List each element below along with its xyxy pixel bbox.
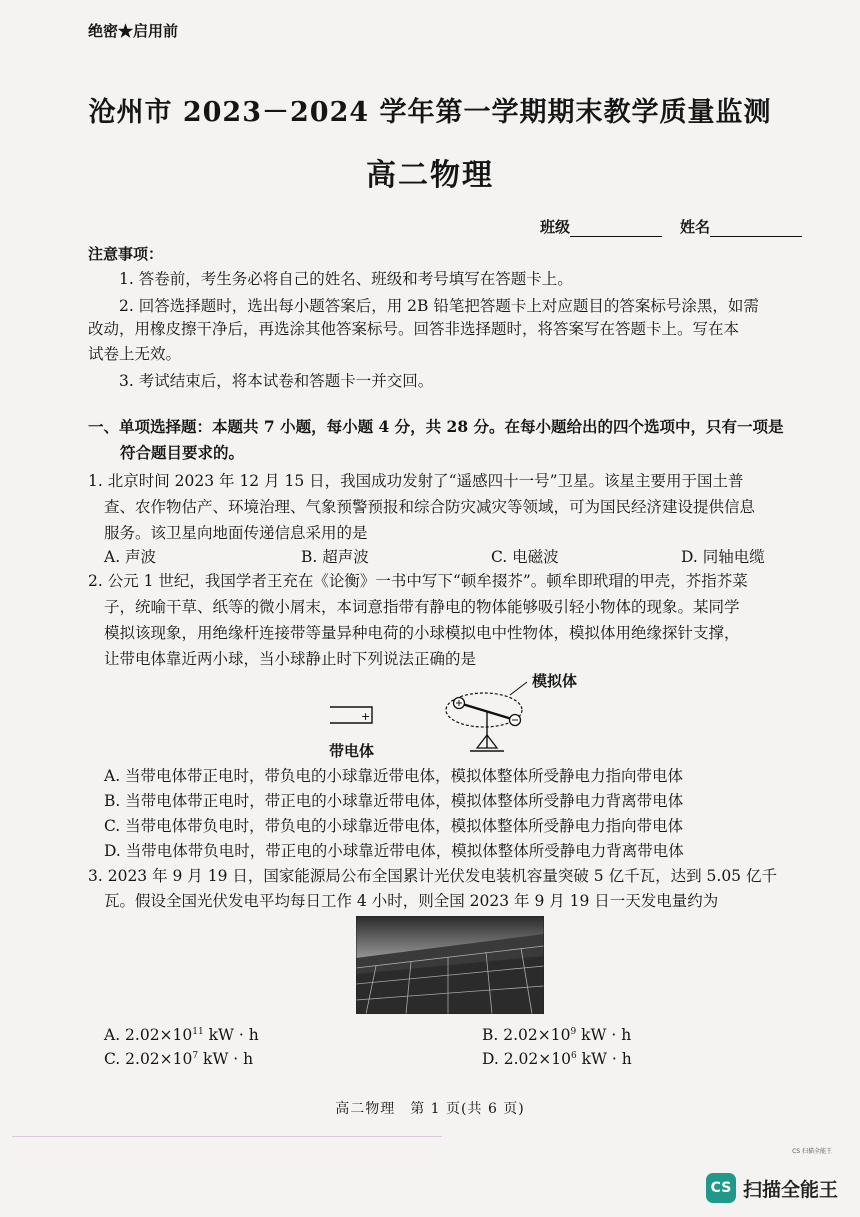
q2-option-d[interactable]: D. 当带电体带负电时，带正电的小球靠近带电体，模拟体整体所受静电力背离带电体 (104, 842, 684, 860)
q3-option-c-base: C. 2.02×10 (104, 1050, 193, 1068)
q3-option-c[interactable] (104, 1050, 253, 1068)
model-leader-line (510, 682, 527, 695)
q1-line-3: 服务。该卫星向地面传递信息采用的是 (104, 524, 368, 542)
q3-line-1: 3. 2023 年 9 月 19 日，国家能源局公布全国累计光伏发电装机容量突破 5 亿千瓦，达到 5.05 亿千 (88, 867, 777, 885)
notice-item-2-line-2: 改动，用橡皮擦干净后，再选涂其他答案标号。回答非选择题时，将答案写在答题卡上。写在本 (88, 320, 740, 338)
model-body (446, 682, 527, 751)
q2-line-3: 模拟该现象，用绝缘杆连接带等量异种电荷的小球模拟电中性物体，模拟体用绝缘探针支撑， (104, 624, 740, 642)
notice-item-1: 1. 答卷前，考生务必将自己的姓名、班级和考号填写在答题卡上。 (119, 270, 573, 288)
q3-option-a[interactable] (104, 1026, 259, 1044)
q3-option-b-base: B. 2.02×10 (482, 1026, 571, 1044)
q2-option-b[interactable]: B. 当带电体带正电时，带正电的小球靠近带电体，模拟体整体所受静电力背离带电体 (104, 792, 684, 810)
solar-panel-photo (356, 916, 544, 1014)
scanner-watermark (706, 1173, 838, 1203)
q2-option-a[interactable]: A. 当带电体带正电时，带负电的小球靠近带电体，模拟体整体所受静电力指向带电体 (104, 767, 684, 785)
q3-option-a-exponent: 11 (192, 1027, 204, 1037)
class-label: 班级 (539, 218, 570, 236)
camscanner-logo-icon: CS (706, 1173, 736, 1203)
q1-option-b[interactable]: B. 超声波 (301, 548, 369, 566)
notice-heading: 注意事项： (88, 245, 164, 263)
scanner-brand-text: 扫描全能王 (742, 1178, 838, 1201)
name-blank[interactable] (710, 220, 802, 237)
q2-line-2: 子，统喻干草、纸等的微小屑末，本词意指带有静电的物体能够吸引轻小物体的现象。某同学 (104, 598, 740, 616)
section-1-heading-line-2: 符合题目要求的。 (120, 443, 245, 462)
q1-option-a[interactable]: A. 声波 (104, 548, 157, 566)
q3-option-d-exponent: 6 (570, 1051, 577, 1061)
q1-line-1: 1. 北京时间 2023 年 12 月 15 日，我国成功发射了“遥感四十一号”卫星。该星主要用于国土普 (88, 472, 744, 490)
class-blank[interactable] (570, 220, 662, 237)
mini-watermark: CS 扫描全能王 (792, 1148, 832, 1155)
section-1-heading-line-1: 一、单项选择题：本题共 7 小题，每小题 4 分，共 28 分。在每小题给出的四个选项中，只有一项是 (88, 417, 784, 436)
q1-option-c[interactable]: C. 电磁波 (491, 548, 559, 566)
q3-option-b[interactable] (482, 1026, 631, 1044)
section-1-heading (88, 414, 823, 466)
q3-line-2: 瓦。假设全国光伏发电平均每日工作 4 小时，则全国 2023 年 9 月 19 日一天发电量约为 (104, 892, 719, 910)
q3-option-b-unit: kW · h (576, 1026, 632, 1044)
confidential-label: 绝密★启用前 (88, 22, 179, 40)
q3-option-a-unit: kW · h (203, 1026, 259, 1044)
exam-title: 沧州市 2023－2024 学年第一学期期末教学质量监测 (88, 97, 772, 128)
q3-option-c-exponent: 7 (192, 1051, 199, 1061)
name-label: 姓名 (679, 218, 710, 236)
q3-option-d-base: D. 2.02×10 (482, 1050, 571, 1068)
q2-line-4: 让带电体靠近两小球，当小球静止时下列说法正确的是 (104, 650, 477, 668)
model-body-label: 模拟体 (532, 672, 578, 690)
notice-item-3: 3. 考试结束后，将本试卷和答题卡一并交回。 (119, 372, 434, 390)
notice-item-2-line-1: 2. 回答选择题时，选出每小题答案后，用 2B 铅笔把答题卡上对应题目的答案标号涂黑，如需 (119, 297, 759, 315)
q2-line-1: 2. 公元 1 世纪，我国学者王充在《论衡》一书中写下“顿牟掇芥”。顿牟即玳瑁的甲壳，芥指芥菜 (88, 572, 748, 590)
student-info (540, 216, 802, 237)
charged-body-plus: + (361, 710, 371, 723)
q3-option-a-base: A. 2.02×10 (104, 1026, 193, 1044)
q3-option-c-unit: kW · h (198, 1050, 254, 1068)
q3-option-d[interactable] (482, 1050, 632, 1068)
exam-subject: 高二物理 (366, 158, 494, 193)
q2-option-c[interactable]: C. 当带电体带负电时，带负电的小球靠近带电体，模拟体整体所受静电力指向带电体 (104, 817, 684, 835)
charged-body-label: 带电体 (329, 742, 375, 760)
page-footer: 高二物理 第 1 页(共 6 页) (335, 1101, 525, 1117)
q3-option-d-unit: kW · h (576, 1050, 632, 1068)
scan-edge-line (12, 1136, 442, 1137)
q1-option-d[interactable]: D. 同轴电缆 (681, 548, 765, 566)
notice-item-2-line-3: 试卷上无效。 (88, 345, 182, 363)
q1-line-2: 查、农作物估产、环境治理、气象预警预报和综合防灾减灾等领域，可为国民经济建设提供信息 (104, 498, 756, 516)
charged-body (330, 707, 372, 723)
q3-option-b-exponent: 9 (570, 1027, 577, 1037)
